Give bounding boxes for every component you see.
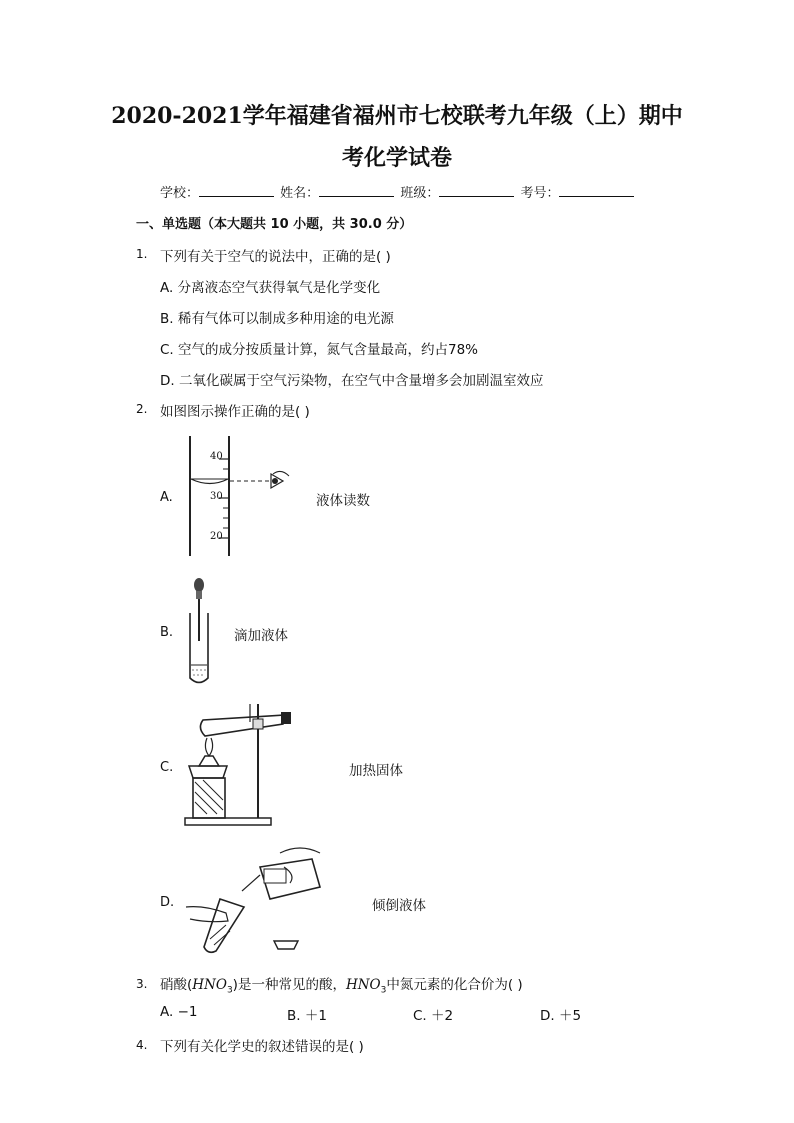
option-d-letter: D. <box>160 895 175 910</box>
number-label: 考号： <box>520 186 560 201</box>
question-stem: 下列有关化学史的叙述错误的是( ) <box>160 1039 364 1055</box>
option-b-letter: B. <box>160 625 174 640</box>
class-label: 班级： <box>400 186 440 201</box>
question-stem: 下列有关于空气的说法中，正确的是( ) <box>160 249 391 265</box>
pouring-liquid-figure <box>180 847 330 957</box>
option-a-letter: A. <box>160 490 173 505</box>
option-b: B. 稀有气体可以制成多种用途的电光源 <box>160 311 394 327</box>
graduated-cylinder-figure <box>185 436 305 561</box>
heating-apparatus-figure <box>183 700 303 830</box>
option-c-caption: 加热固体 <box>349 763 403 779</box>
formula-subscript: 3 <box>380 985 387 996</box>
question-number: 4. <box>136 1038 148 1052</box>
section-heading: 一、单选题（本大题共 10 小题，共 30.0 分） <box>136 217 413 232</box>
stem-part: )是一种常见的酸， <box>232 977 346 993</box>
number-field[interactable] <box>559 184 634 197</box>
dropper-test-tube-figure <box>185 575 225 690</box>
option-a: A. −1 <box>160 1004 198 1020</box>
tick-label-20: 20 <box>210 531 223 542</box>
option-d-caption: 倾倒液体 <box>372 898 426 914</box>
question-stem <box>160 973 523 996</box>
name-field[interactable] <box>319 184 394 197</box>
option-d: D. 二氧化碳属于空气污染物，在空气中含量增多会加剧温室效应 <box>160 373 544 389</box>
option-b-caption: 滴加液体 <box>234 628 288 644</box>
option-a-caption: 液体读数 <box>316 493 370 509</box>
exam-title-line2: 考化学试卷 <box>341 145 452 171</box>
option-c: C. ＋2 <box>413 1008 454 1024</box>
option-d: D. ＋5 <box>540 1008 582 1024</box>
tick-label-40: 40 <box>210 451 223 462</box>
name-label: 姓名： <box>280 186 320 201</box>
student-info-row <box>160 182 636 201</box>
stem-part: 中氮元素的化合价为( ) <box>386 977 523 993</box>
formula-subscript: 3 <box>226 985 233 996</box>
formula-hno3: HNO <box>345 977 381 993</box>
school-field[interactable] <box>199 184 274 197</box>
option-b: B. ＋1 <box>287 1008 327 1024</box>
formula-hno3: HNO <box>192 977 227 993</box>
school-label: 学校： <box>160 186 200 201</box>
option-c-letter: C. <box>160 760 174 775</box>
question-number: 2. <box>136 402 148 416</box>
question-number: 3. <box>136 977 148 991</box>
stem-part: 硝酸( <box>160 977 193 993</box>
tick-label-30: 30 <box>210 491 223 502</box>
option-a: A. 分离液态空气获得氧气是化学变化 <box>160 280 381 296</box>
option-c: C. 空气的成分按质量计算，氮气含量最高，约占78% <box>160 342 479 358</box>
question-number: 1. <box>136 247 148 261</box>
question-stem: 如图图示操作正确的是( ) <box>160 404 310 420</box>
class-field[interactable] <box>439 184 514 197</box>
exam-title-line1: 2020-2021学年福建省福州市七校联考九年级（上）期中 <box>111 103 683 129</box>
